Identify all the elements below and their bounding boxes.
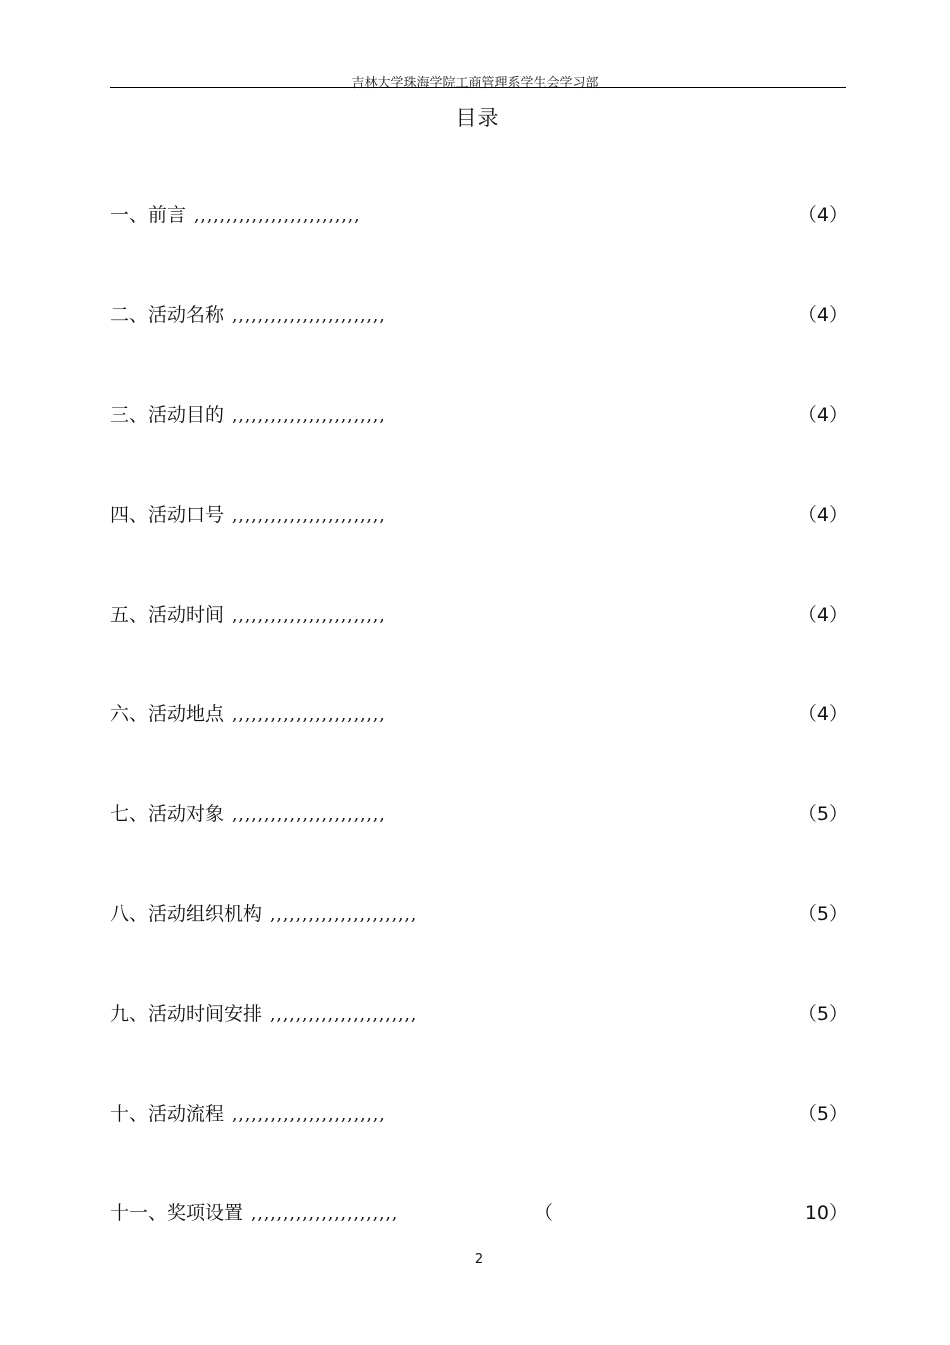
toc-entry-number: 四、 [110,504,149,526]
toc-entry-number: 十一、 [110,1202,168,1224]
toc-entry-number: 八、 [110,903,149,925]
toc-entry-page: （5） [797,803,848,825]
toc-entry-leader: ,,,,,,,,,,,,,,,,,,,,,,, [270,905,418,925]
toc-entry-title: 活动流程 [148,1103,225,1125]
toc-entry-page: （4） [797,604,848,626]
toc-entry[interactable] [110,600,846,630]
toc-entry-leader: ,,,,,,,,,,,,,,,,,,,,,,, [270,1005,418,1025]
toc-entry-page: （5） [797,1003,848,1025]
page-number: 2 [474,1252,484,1267]
toc-entry[interactable] [110,400,846,430]
toc-entry-page: （4） [797,703,848,725]
page-title: 目录 [455,106,500,130]
toc-entry-leader: ,,,,,,,,,,,,,,,,,,,,,,,, [232,406,386,426]
toc-entry[interactable] [110,1099,846,1129]
toc-entry-leader: ,,,,,,,,,,,,,,,,,,,,,,, [251,1204,399,1224]
toc-entry-title: 活动目的 [148,404,225,426]
toc-entry-page-open: （ [534,1202,554,1224]
toc-entry-leader: ,,,,,,,,,,,,,,,,,,,,,,,, [232,606,386,626]
toc-entry-leader: ,,,,,,,,,,,,,,,,,,,,,,,,,, [194,206,361,226]
header-rule [110,87,846,88]
toc-entry-title: 活动时间安排 [148,1003,263,1025]
toc-entry[interactable] [110,1198,846,1228]
toc-entry-page: （5） [797,903,848,925]
toc-entry[interactable] [110,799,846,829]
toc-entry-number: 二、 [110,304,149,326]
toc-entry-page: （5） [797,1103,848,1125]
toc-entry-title: 前言 [148,204,187,226]
toc-entry-page: （4） [797,504,848,526]
toc-entry[interactable] [110,999,846,1029]
toc-entry-title: 活动对象 [148,803,225,825]
toc-entry[interactable] [110,300,846,330]
toc-entry-leader: ,,,,,,,,,,,,,,,,,,,,,,,, [232,506,386,526]
toc-entry-page: （4） [797,304,848,326]
toc-entry-leader: ,,,,,,,,,,,,,,,,,,,,,,,, [232,306,386,326]
toc-entry-number: 九、 [110,1003,149,1025]
toc-entry-leader: ,,,,,,,,,,,,,,,,,,,,,,,, [232,805,386,825]
toc-entry-number: 一、 [110,204,149,226]
toc-entry-title: 活动时间 [148,604,225,626]
toc-entry[interactable] [110,699,846,729]
toc-entry-leader: ,,,,,,,,,,,,,,,,,,,,,,,, [232,705,386,725]
toc-entry-title: 活动名称 [148,304,225,326]
toc-entry-title: 活动口号 [148,504,225,526]
toc-entry-title: 奖项设置 [167,1202,244,1224]
toc-entry-title: 活动组织机构 [148,903,263,925]
toc-entry-number: 十、 [110,1103,149,1125]
toc-entry-page: （4） [797,404,848,426]
toc-entry-page: （4） [797,204,848,226]
toc-entry-page-close: 10） [804,1202,848,1224]
toc-entry-number: 五、 [110,604,149,626]
toc-entry-leader: ,,,,,,,,,,,,,,,,,,,,,,,, [232,1105,386,1125]
toc-entry-number: 七、 [110,803,149,825]
running-header: 吉林大学珠海学院工商管理系学生会学习部 [351,76,599,91]
toc-entry-number: 六、 [110,703,149,725]
toc-entry-number: 三、 [110,404,149,426]
toc-entry[interactable] [110,200,846,230]
toc-entry[interactable] [110,500,846,530]
toc-entry-title: 活动地点 [148,703,225,725]
toc-entry[interactable] [110,899,846,929]
